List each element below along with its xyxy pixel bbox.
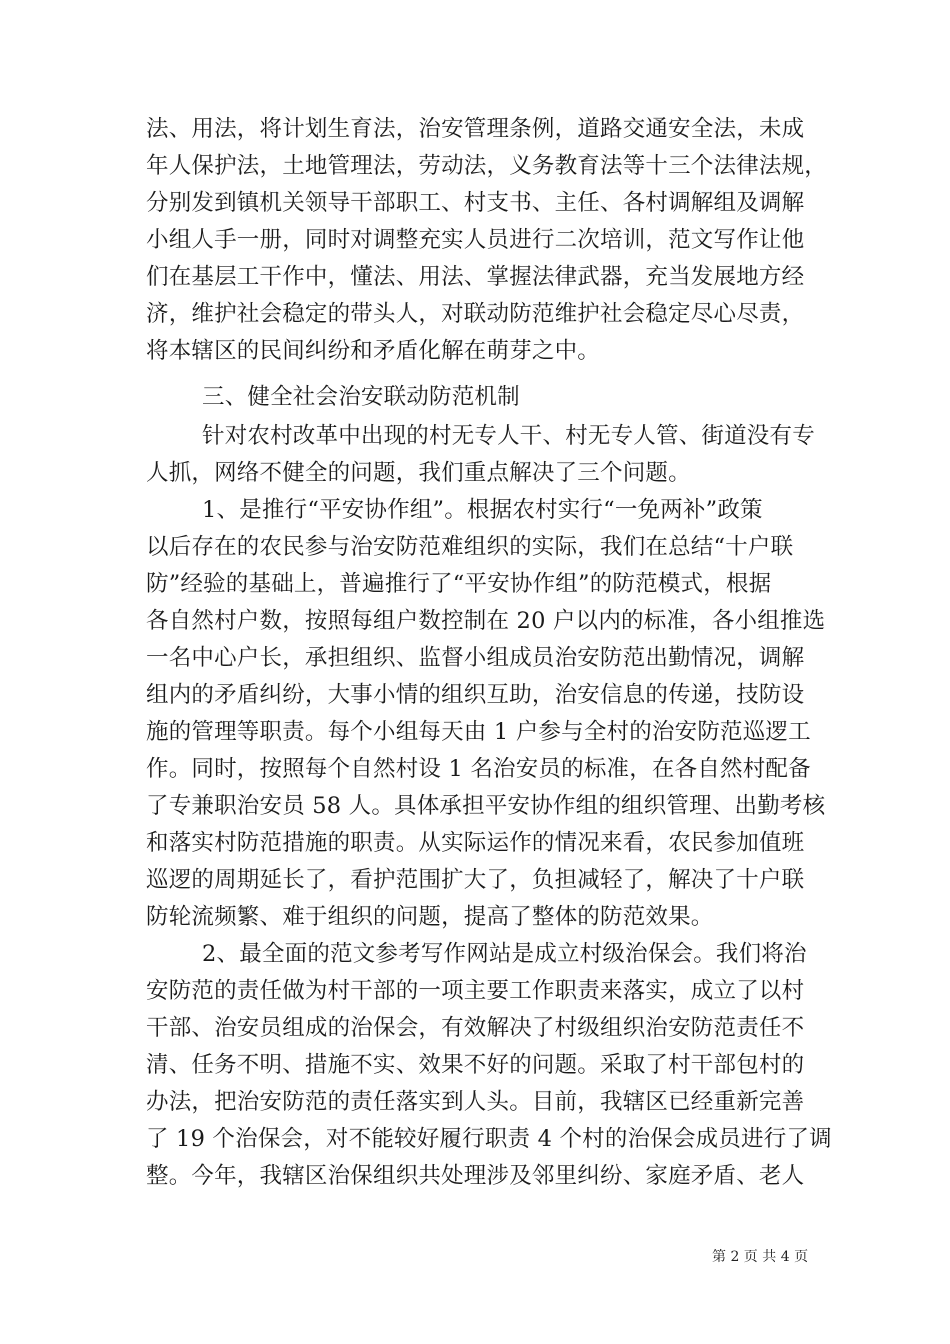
text-line-27: 办法，把治安防范的责任落实到人头。目前，我辖区已经重新完善 bbox=[146, 1089, 805, 1115]
text-line-11: 1、是推行“平安协作组”。根据农村实行“一免两补”政策 bbox=[202, 497, 763, 523]
text-line-14: 各自然村户数，按照每组户数控制在 20 户以内的标准，各小组推选 bbox=[146, 608, 826, 634]
text-line-19: 了专兼职治安员 58 人。具体承担平安协作组的组织管理、出勤考核 bbox=[146, 793, 826, 819]
text-line-21: 巡逻的周期延长了，看护范围扩大了，负担减轻了，解决了十户联 bbox=[146, 867, 805, 893]
text-line-22: 防轮流频繁、难于组织的问题，提高了整体的防范效果。 bbox=[146, 904, 714, 930]
text-line-29: 整。今年，我辖区治保组织共处理涉及邻里纠纷、家庭矛盾、老人 bbox=[146, 1163, 805, 1189]
text-line-25: 干部、治安员组成的治保会，有效解决了村级组织治安防范责任不 bbox=[146, 1015, 805, 1041]
text-line-10: 人抓，网络不健全的问题，我们重点解决了三个问题。 bbox=[146, 460, 691, 486]
text-line-3: 分别发到镇机关领导干部职工、村支书、主任、各村调解组及调解 bbox=[146, 190, 805, 216]
text-line-5: 们在基层工干作中，懂法、用法、掌握法律武器，充当发展地方经 bbox=[146, 264, 805, 290]
text-line-23: 2、最全面的范文参考写作网站是成立村级治保会。我们将治 bbox=[202, 941, 807, 967]
text-line-20: 和落实村防范措施的职责。从实际运作的情况来看，农民参加值班 bbox=[146, 830, 805, 856]
text-line-9: 针对农村改革中出现的村无专人干、村无专人管、街道没有专 bbox=[202, 423, 815, 449]
page-number-footer: 第 2 页 共 4 页 bbox=[712, 1249, 809, 1265]
text-line-12: 以后存在的农民参与治安防范难组织的实际，我们在总结“十户联 bbox=[146, 534, 794, 560]
text-line-18: 作。同时，按照每个自然村设 1 名治安员的标准，在各自然村配备 bbox=[146, 756, 811, 782]
text-line-7: 将本辖区的民间纠纷和矛盾化解在萌芽之中。 bbox=[146, 338, 601, 364]
section-heading: 三、健全社会治安联动防范机制 bbox=[202, 384, 520, 410]
text-line-13: 防”经验的基础上，普遍推行了“平安协作组”的防范模式，根据 bbox=[146, 571, 772, 597]
text-line-16: 组内的矛盾纠纷，大事小情的组织互助，治安信息的传递，技防设 bbox=[146, 682, 805, 708]
text-line-26: 清、任务不明、措施不实、效果不好的问题。采取了村干部包村的 bbox=[146, 1052, 805, 1078]
text-line-24: 安防范的责任做为村干部的一项主要工作职责来落实，成立了以村 bbox=[146, 978, 805, 1004]
text-line-15: 一名中心户长，承担组织、监督小组成员治安防范出勤情况，调解 bbox=[146, 645, 805, 671]
text-line-6: 济，维护社会稳定的带头人，对联动防范维护社会稳定尽心尽责， bbox=[146, 301, 805, 327]
text-line-2: 年人保护法，土地管理法，劳动法，义务教育法等十三个法律法规， bbox=[146, 153, 828, 179]
text-line-28: 了 19 个治保会，对不能较好履行职责 4 个村的治保会成员进行了调 bbox=[146, 1126, 832, 1152]
text-line-17: 施的管理等职责。每个小组每天由 1 户参与全村的治安防范巡逻工 bbox=[146, 719, 811, 745]
text-line-4: 小组人手一册，同时对调整充实人员进行二次培训，范文写作让他 bbox=[146, 227, 805, 253]
text-line-1: 法、用法，将计划生育法，治安管理条例，道路交通安全法，未成 bbox=[146, 116, 805, 142]
